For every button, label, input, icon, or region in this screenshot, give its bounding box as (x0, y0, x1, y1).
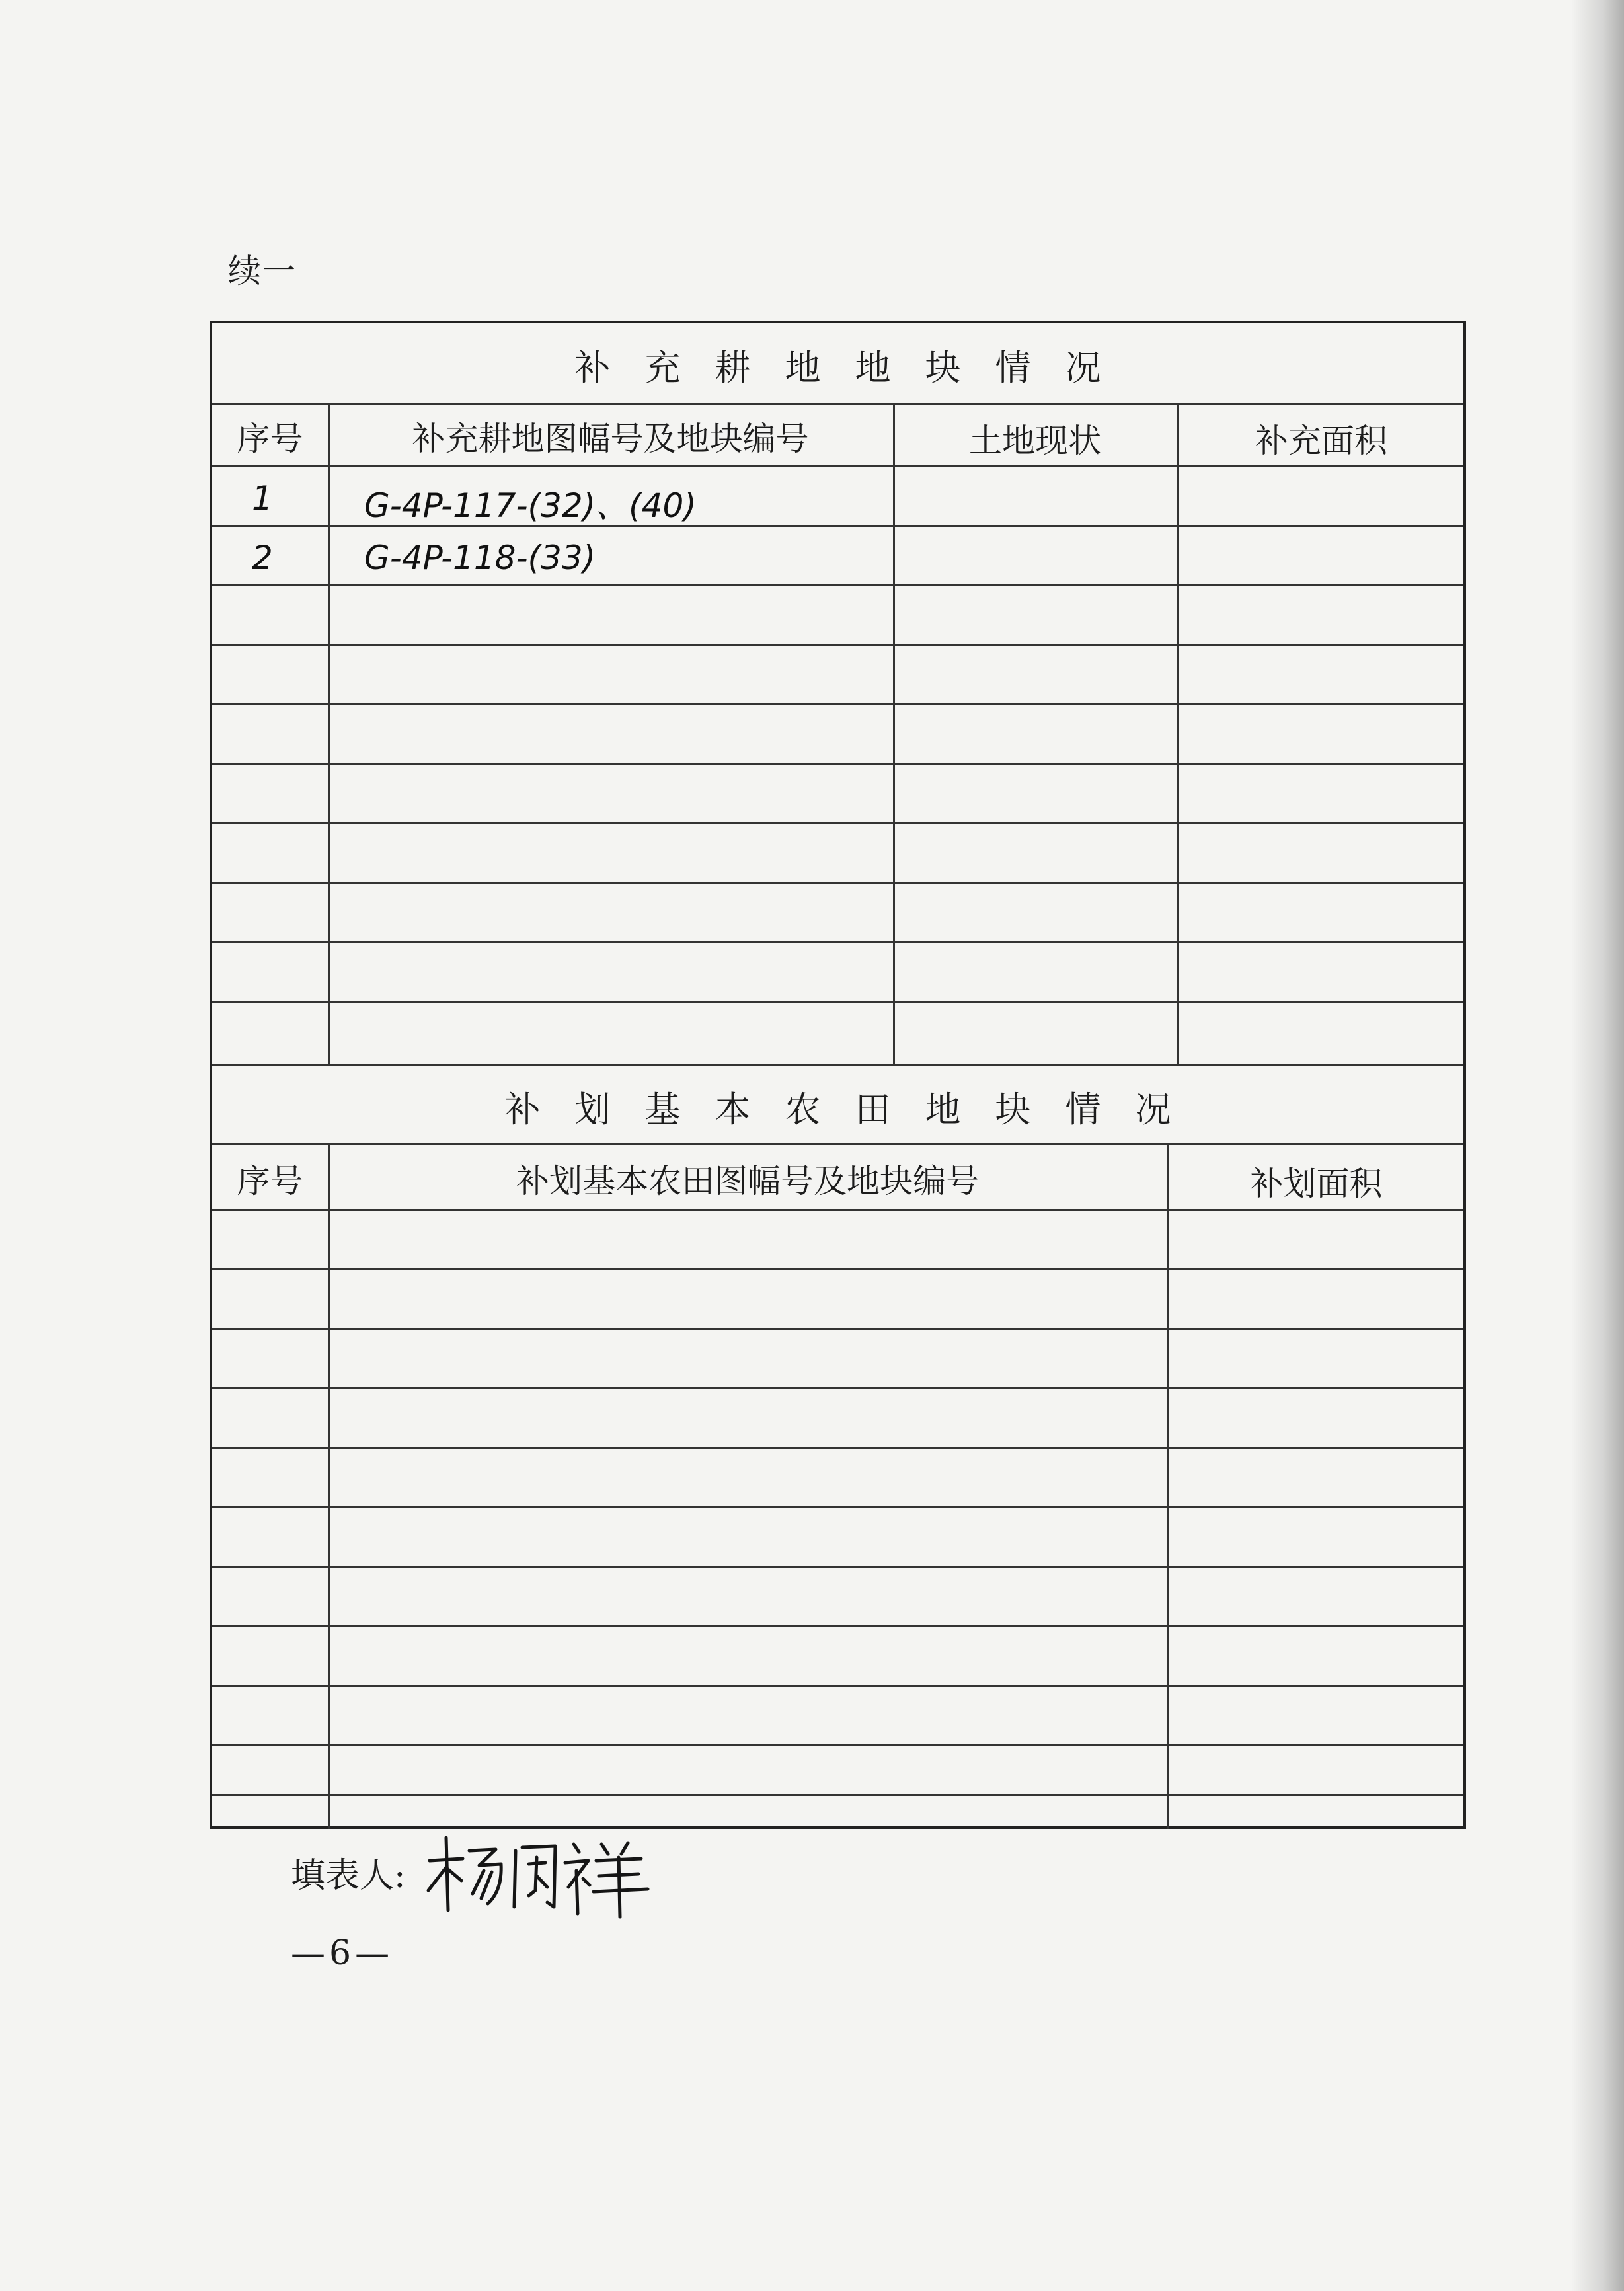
row-line (212, 882, 1463, 884)
title-char: 补 (504, 1089, 541, 1130)
header-seq: 序号 (237, 420, 303, 458)
row-2-map-code: G-4P-118-(33) (364, 539, 596, 577)
row-line (212, 1001, 1463, 1003)
header-land-status: 土地现状 (969, 422, 1101, 460)
row-2-seq: 2 (252, 539, 273, 577)
title-char: 块 (925, 347, 961, 389)
row-line (212, 941, 1463, 943)
title-char: 况 (1065, 347, 1101, 389)
column-divider (1177, 403, 1179, 1064)
row-line (212, 822, 1463, 824)
title-char: 地 (925, 1089, 961, 1130)
divider (212, 403, 1463, 405)
scan-edge-shadow (1571, 0, 1624, 2291)
title-char: 划 (574, 1089, 611, 1130)
basic-farmland-title (212, 1081, 1463, 1132)
continuation-label: 续一 (228, 252, 297, 290)
title-char: 田 (855, 1089, 891, 1130)
supplementary-farmland-title (212, 340, 1463, 391)
row-line (212, 465, 1463, 467)
row-line (212, 763, 1463, 765)
header-map-code: 补划基本农田图幅号及地块编号 (516, 1162, 979, 1200)
row-line (212, 1506, 1463, 1508)
row-line (212, 644, 1463, 646)
column-divider (328, 403, 330, 1064)
title-char: 地 (855, 347, 891, 389)
header-seq: 序号 (237, 1162, 303, 1200)
title-char: 农 (785, 1089, 821, 1130)
section-divider (212, 1064, 1463, 1066)
title-char: 况 (1135, 1089, 1171, 1130)
title-char: 补 (574, 347, 611, 389)
header-area: 补充面积 (1255, 422, 1387, 460)
row-line (212, 1209, 1463, 1211)
title-char: 基 (644, 1089, 681, 1130)
header-map-code: 补充耕地图幅号及地块编号 (412, 420, 809, 458)
row-line (212, 1268, 1463, 1270)
row-1-seq: 1 (252, 479, 273, 518)
row-line (212, 1625, 1463, 1627)
row-line (212, 1794, 1463, 1796)
row-line (212, 703, 1463, 705)
row-line (212, 1447, 1463, 1449)
column-divider (893, 403, 895, 1064)
column-divider (328, 1143, 330, 1829)
title-char: 充 (644, 347, 681, 389)
row-1-map-code: G-4P-117-(32)、(40) (364, 486, 697, 525)
form-table (210, 321, 1466, 1829)
row-line (212, 1566, 1463, 1568)
row-line (212, 1328, 1463, 1330)
title-char: 地 (785, 347, 821, 389)
row-line (212, 584, 1463, 586)
title-char: 块 (995, 1089, 1031, 1130)
handwritten-signature (423, 1824, 668, 1923)
page-number: —6— (291, 1933, 394, 1973)
header-area: 补划面积 (1250, 1165, 1383, 1203)
row-line (212, 1744, 1463, 1746)
row-line (212, 1387, 1463, 1389)
title-char: 耕 (715, 347, 751, 389)
divider (212, 1143, 1463, 1145)
signer-label: 填表人: (291, 1856, 406, 1896)
title-char: 情 (995, 347, 1031, 389)
title-char: 情 (1065, 1089, 1101, 1130)
row-line (212, 1685, 1463, 1687)
title-char: 本 (715, 1089, 751, 1130)
column-divider (1167, 1143, 1169, 1829)
